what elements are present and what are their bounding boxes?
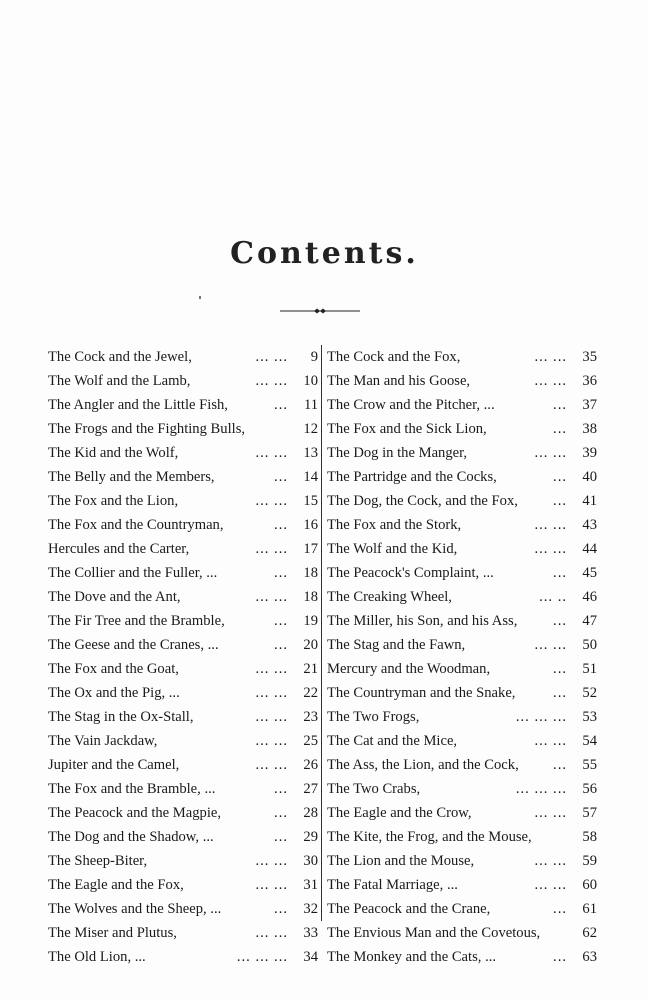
toc-entry-page-number: 38 — [582, 421, 597, 437]
toc-entry-page-number: 36 — [582, 373, 597, 389]
toc-entry — [48, 921, 318, 945]
toc-entry-leader: ... ... — [255, 373, 288, 389]
toc-entry-title: The Wolves and the Sheep, ... — [48, 901, 222, 917]
toc-entry-leader: ... — [553, 757, 567, 773]
toc-entry — [48, 801, 318, 825]
toc-entry — [327, 561, 597, 585]
toc-entry — [48, 777, 318, 801]
toc-entry-page-number: 35 — [582, 349, 597, 365]
toc-entry — [327, 441, 597, 465]
toc-entry — [327, 801, 597, 825]
toc-entry-page-number: 18 — [303, 589, 318, 605]
toc-entry — [48, 681, 318, 705]
toc-entry-leader: ... — [274, 901, 288, 917]
toc-entry-leader: ... ... — [534, 373, 567, 389]
toc-entry-title: The Creaking Wheel, — [327, 589, 452, 605]
toc-entry — [48, 897, 318, 921]
toc-entry-leader: ... — [274, 805, 288, 821]
toc-entry-page-number: 16 — [303, 517, 318, 533]
toc-entry-leader: ... ... — [534, 877, 567, 893]
toc-entry-title: The Sheep-Biter, — [48, 853, 148, 869]
toc-entry-title: The Ass, the Lion, and the Cock, — [327, 757, 519, 773]
toc-entry — [48, 729, 318, 753]
toc-entry — [327, 657, 597, 681]
toc-entry-title: The Miser and Plutus, — [48, 925, 177, 941]
toc-entry-title: The Monkey and the Cats, ... — [327, 949, 497, 965]
toc-entry-page-number: 39 — [582, 445, 597, 461]
toc-entry-title: The Stag in the Ox-Stall, — [48, 709, 194, 725]
toc-entry-title: The Eagle and the Crow, — [327, 805, 472, 821]
toc-entry-page-number: 13 — [303, 445, 318, 461]
toc-entry-leader: ... ... — [534, 805, 567, 821]
toc-entry-page-number: 33 — [303, 925, 318, 941]
toc-entry-title: The Wolf and the Kid, — [327, 541, 458, 557]
toc-entry — [48, 585, 318, 609]
toc-entry-page-number: 53 — [582, 709, 597, 725]
toc-entry-title: The Geese and the Cranes, ... — [48, 637, 219, 653]
toc-entry-title: The Dog in the Manger, — [327, 445, 468, 461]
toc-entry-page-number: 11 — [303, 397, 318, 413]
toc-entry-title: The Partridge and the Cocks, — [327, 469, 497, 485]
toc-entry-leader: ... ... — [255, 661, 288, 677]
toc-entry-leader: ... — [274, 781, 288, 797]
toc-entry-page-number: 29 — [303, 829, 318, 845]
toc-entry — [327, 489, 597, 513]
toc-entry-leader: ... ... — [255, 853, 288, 869]
column-divider — [321, 345, 322, 921]
toc-entry-page-number: 34 — [303, 949, 318, 965]
toc-entry — [48, 441, 318, 465]
toc-entry — [327, 417, 597, 441]
toc-entry-title: The Kite, the Frog, and the Mouse, — [327, 829, 532, 845]
toc-entry-page-number: 41 — [582, 493, 597, 509]
toc-entry — [48, 537, 318, 561]
toc-entry-page-number: 61 — [582, 901, 597, 917]
toc-entry — [327, 729, 597, 753]
toc-entry-leader: ... ... — [255, 757, 288, 773]
toc-entry — [327, 465, 597, 489]
toc-entry-page-number: 59 — [582, 853, 597, 869]
toc-entry-page-number: 54 — [582, 733, 597, 749]
toc-entry-page-number: 37 — [582, 397, 597, 413]
ink-speck — [199, 296, 201, 299]
toc-entry — [327, 705, 597, 729]
toc-entry-leader: ... — [274, 637, 288, 653]
toc-entry — [48, 561, 318, 585]
toc-entry-title: The Countryman and the Snake, — [327, 685, 516, 701]
toc-entry — [327, 537, 597, 561]
toc-entry-page-number: 30 — [303, 853, 318, 869]
toc-entry — [48, 849, 318, 873]
toc-entry-page-number: 19 — [303, 613, 318, 629]
toc-entry-page-number: 46 — [582, 589, 597, 605]
toc-entry-leader: ... ... — [255, 445, 288, 461]
toc-entry — [48, 369, 318, 393]
toc-entry-page-number: 40 — [582, 469, 597, 485]
toc-entry-title: The Fox and the Countryman, — [48, 517, 224, 533]
toc-entry-page-number: 14 — [303, 469, 318, 485]
toc-entry-page-number: 32 — [303, 901, 318, 917]
toc-entry-page-number: 22 — [303, 685, 318, 701]
toc-entry-title: The Lion and the Mouse, — [327, 853, 475, 869]
toc-entry-leader: ... — [553, 565, 567, 581]
toc-entry-page-number: 27 — [303, 781, 318, 797]
toc-entry-leader: ... — [274, 613, 288, 629]
toc-entry-leader: ... ... — [255, 541, 288, 557]
toc-entry — [48, 417, 318, 441]
page-title: Contents. — [230, 236, 419, 271]
toc-entry — [48, 513, 318, 537]
toc-entry-page-number: 45 — [582, 565, 597, 581]
toc-entry-title: The Two Frogs, — [327, 709, 420, 725]
toc-entry-leader: ... ... ... — [515, 781, 567, 797]
toc-entry-page-number: 21 — [303, 661, 318, 677]
toc-entry — [48, 753, 318, 777]
toc-entry-title: Hercules and the Carter, — [48, 541, 190, 557]
toc-entry-leader: ... ... — [255, 685, 288, 701]
toc-entry-page-number: 25 — [303, 733, 318, 749]
toc-entry — [48, 825, 318, 849]
toc-entry-title: The Peacock and the Magpie, — [48, 805, 222, 821]
toc-entry — [327, 681, 597, 705]
toc-entry-leader: ... — [274, 469, 288, 485]
toc-entry-leader: ... ... — [255, 733, 288, 749]
toc-entry-page-number: 18 — [303, 565, 318, 581]
toc-entry-leader: ... — [553, 397, 567, 413]
toc-entry-page-number: 20 — [303, 637, 318, 653]
toc-entry — [327, 921, 597, 945]
toc-entry-page-number: 55 — [582, 757, 597, 773]
toc-entry-leader: ... .. — [539, 589, 567, 605]
toc-entry-title: The Collier and the Fuller, ... — [48, 565, 218, 581]
toc-entry-title: The Cock and the Jewel, — [48, 349, 192, 365]
toc-entry — [327, 609, 597, 633]
toc-entry-title: The Kid and the Wolf, — [48, 445, 179, 461]
toc-entry — [327, 873, 597, 897]
toc-entry-leader: ... ... — [255, 589, 288, 605]
toc-entry — [48, 945, 318, 969]
toc-column-left — [48, 345, 318, 969]
toc-entry-leader: ... ... — [255, 925, 288, 941]
toc-entry — [48, 609, 318, 633]
toc-entry — [48, 465, 318, 489]
toc-entry-page-number: 44 — [582, 541, 597, 557]
toc-entry-title: The Fox and the Lion, — [48, 493, 179, 509]
toc-entry-page-number: 12 — [303, 421, 318, 437]
toc-entry — [327, 369, 597, 393]
toc-entry-page-number: 63 — [582, 949, 597, 965]
toc-entry-page-number: 52 — [582, 685, 597, 701]
toc-entry-leader: ... ... — [255, 349, 288, 365]
toc-entry-page-number: 26 — [303, 757, 318, 773]
toc-entry-title: The Peacock's Complaint, ... — [327, 565, 494, 581]
toc-entry — [327, 345, 597, 369]
toc-entry-leader: ... ... — [534, 853, 567, 869]
toc-entry — [327, 849, 597, 873]
toc-entry-title: The Dog, the Cock, and the Fox, — [327, 493, 518, 509]
toc-entry-page-number: 57 — [582, 805, 597, 821]
toc-entry-leader: ... ... — [534, 733, 567, 749]
toc-entry-page-number: 56 — [582, 781, 597, 797]
toc-entry-title: The Dove and the Ant, — [48, 589, 181, 605]
toc-entry-title: The Vain Jackdaw, — [48, 733, 158, 749]
toc-entry-page-number: 9 — [310, 349, 318, 365]
toc-entry-leader: ... — [553, 901, 567, 917]
toc-entry — [327, 825, 597, 849]
toc-entry — [327, 393, 597, 417]
toc-entry-title: The Belly and the Members, — [48, 469, 215, 485]
toc-entry-page-number: 31 — [303, 877, 318, 893]
toc-entry-title: The Fox and the Bramble, ... — [48, 781, 216, 797]
toc-entry-title: Mercury and the Woodman, — [327, 661, 491, 677]
toc-entry-title: The Dog and the Shadow, ... — [48, 829, 214, 845]
toc-entry-title: The Eagle and the Fox, — [48, 877, 184, 893]
toc-entry-leader: ... — [553, 469, 567, 485]
toc-entry — [327, 753, 597, 777]
toc-entry-leader: ... — [553, 613, 567, 629]
toc-entry-title: The Cock and the Fox, — [327, 349, 461, 365]
toc-entry-page-number: 60 — [582, 877, 597, 893]
toc-entry-title: The Ox and the Pig, ... — [48, 685, 180, 701]
toc-entry-leader: ... ... — [255, 709, 288, 725]
toc-entry-title: The Fox and the Stork, — [327, 517, 462, 533]
toc-entry-leader: ... ... — [534, 517, 567, 533]
toc-entry-title: The Fatal Marriage, ... — [327, 877, 458, 893]
toc-entry-page-number: 47 — [582, 613, 597, 629]
toc-entry — [327, 633, 597, 657]
toc-entry-leader: ... — [274, 397, 288, 413]
toc-entry-leader: ... — [274, 565, 288, 581]
toc-entry-page-number: 28 — [303, 805, 318, 821]
toc-entry-title: The Fir Tree and the Bramble, — [48, 613, 225, 629]
toc-column-right — [327, 345, 597, 969]
toc-entry-title: The Man and his Goose, — [327, 373, 471, 389]
toc-entry-leader: ... ... — [255, 493, 288, 509]
toc-entry-leader: ... ... ... — [515, 709, 567, 725]
toc-entry-leader: ... — [553, 421, 567, 437]
toc-entry — [327, 897, 597, 921]
toc-entry-title: The Envious Man and the Covetous, — [327, 925, 541, 941]
toc-entry-leader: ... ... — [534, 637, 567, 653]
toc-entry-page-number: 51 — [582, 661, 597, 677]
toc-entry-page-number: 62 — [582, 925, 597, 941]
toc-entry-title: The Cat and the Mice, — [327, 733, 458, 749]
toc-entry-leader: ... ... — [534, 445, 567, 461]
toc-entry — [327, 777, 597, 801]
toc-entry — [48, 489, 318, 513]
toc-entry — [48, 657, 318, 681]
toc-entry-title: The Angler and the Little Fish, — [48, 397, 228, 413]
toc-entry-title: The Peacock and the Crane, — [327, 901, 491, 917]
toc-entry-page-number: 15 — [303, 493, 318, 509]
toc-entry — [327, 945, 597, 969]
toc-entry — [48, 633, 318, 657]
toc-entry — [48, 705, 318, 729]
toc-entry-title: The Wolf and the Lamb, — [48, 373, 191, 389]
toc-entry-leader: ... ... — [534, 541, 567, 557]
toc-entry — [48, 345, 318, 369]
toc-entry-leader: ... ... — [534, 349, 567, 365]
toc-entry-page-number: 43 — [582, 517, 597, 533]
divider-ornament-icon — [280, 308, 360, 314]
toc-entry-title: The Frogs and the Fighting Bulls, — [48, 421, 246, 437]
toc-entry-leader: ... — [553, 661, 567, 677]
toc-entry-title: The Stag and the Fawn, — [327, 637, 466, 653]
toc-entry-page-number: 50 — [582, 637, 597, 653]
toc-entry-leader: ... — [274, 517, 288, 533]
toc-entry-leader: ... — [274, 829, 288, 845]
toc-entry — [48, 873, 318, 897]
toc-entry-leader: ... ... ... — [236, 949, 288, 965]
toc-entry — [48, 393, 318, 417]
toc-entry-leader: ... — [553, 949, 567, 965]
toc-entry — [327, 513, 597, 537]
toc-entry-title: The Fox and the Goat, — [48, 661, 179, 677]
toc-entry-page-number: 10 — [303, 373, 318, 389]
toc-entry-leader: ... — [553, 493, 567, 509]
toc-entry-page-number: 17 — [303, 541, 318, 557]
toc-entry-title: The Old Lion, ... — [48, 949, 146, 965]
toc-entry-title: The Fox and the Sick Lion, — [327, 421, 487, 437]
toc-entry-title: The Two Crabs, — [327, 781, 421, 797]
toc-entry-page-number: 23 — [303, 709, 318, 725]
toc-entry-leader: ... — [553, 685, 567, 701]
toc-entry-page-number: 58 — [582, 829, 597, 845]
toc-entry-title: The Crow and the Pitcher, ... — [327, 397, 495, 413]
toc-entry-title: The Miller, his Son, and his Ass, — [327, 613, 518, 629]
toc-entry-title: Jupiter and the Camel, — [48, 757, 180, 773]
toc-entry-leader: ... ... — [255, 877, 288, 893]
toc-entry — [327, 585, 597, 609]
